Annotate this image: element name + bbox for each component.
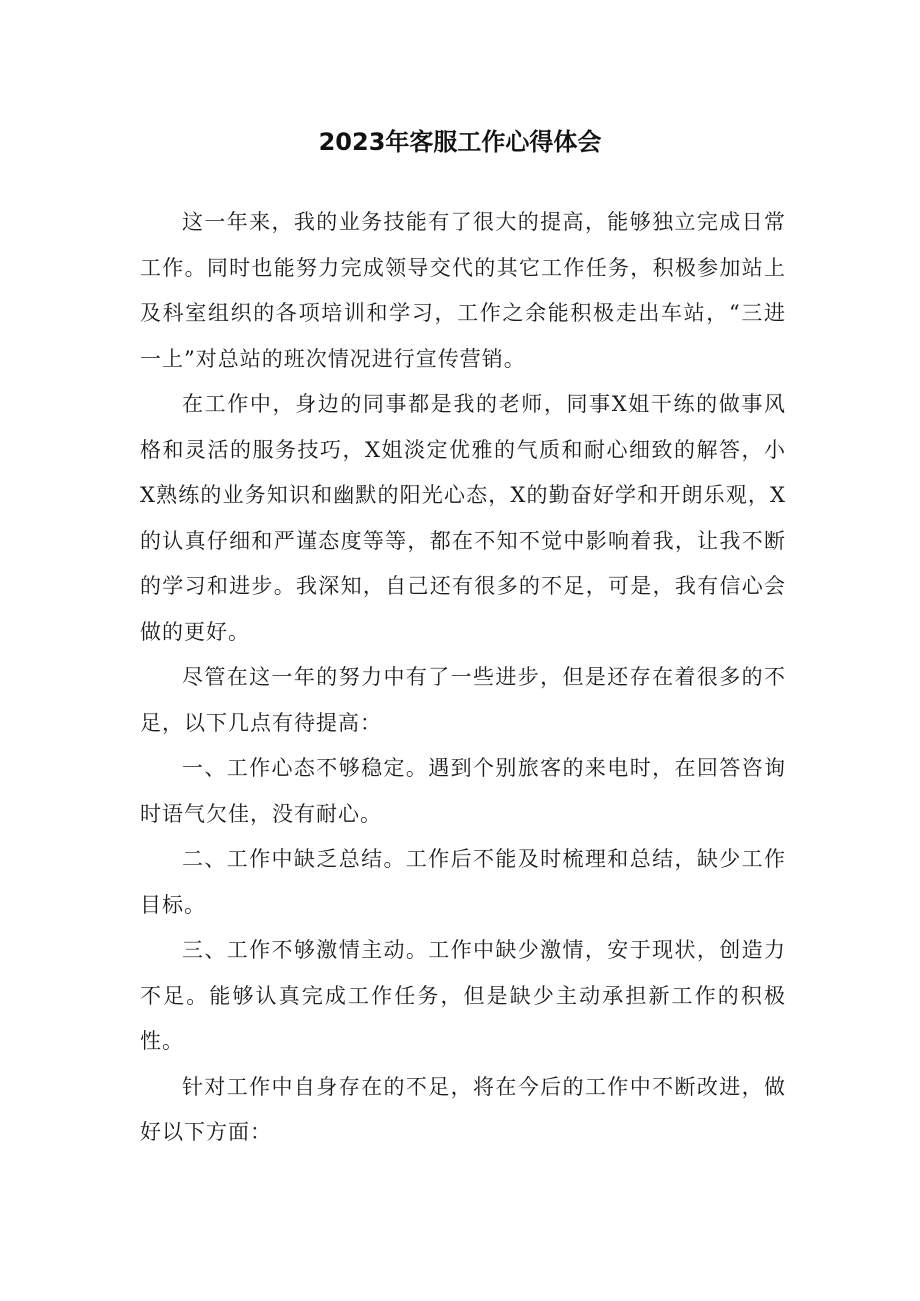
document-title: 2023年客服工作心得体会 xyxy=(318,128,602,156)
paragraph-colleagues: 在工作中，身边的同事都是我的老师，同事X姐干练的做事风格和灵活的服务技巧，X姐淡定优雅的气质和耐心细致的解答，小X熟练的业务知识和幽默的阳光心态，X的勤奋好学和开朗乐观，X的认真仔细和严谨态度等等，都在不知不觉中影响着我，让我不断的学习和进步。我深知，自己还有很多的不足，可是，我有信心会做的更好。 xyxy=(140,392,786,644)
document-body xyxy=(140,200,786,1156)
paragraph-shortcomings-intro: 尽管在这一年的努力中有了一些进步，但是还存在着很多的不足，以下几点有待提高： xyxy=(140,665,786,735)
paragraph-point-two: 二、工作中缺乏总结。工作后不能及时梳理和总结，缺少工作目标。 xyxy=(140,847,786,917)
paragraph-improvement: 针对工作中自身存在的不足，将在今后的工作中不断改进，做好以下方面： xyxy=(140,1074,786,1144)
paragraph-point-one: 一、工作心态不够稳定。遇到个别旅客的来电时，在回答咨询时语气欠佳，没有耐心。 xyxy=(140,756,786,826)
paragraph-point-three: 三、工作不够激情主动。工作中缺少激情，安于现状，创造力不足。能够认真完成工作任务，但是缺少主动承担新工作的积极性。 xyxy=(140,938,786,1053)
paragraph-intro: 这一年来，我的业务技能有了很大的提高，能够独立完成日常工作。同时也能努力完成领导交代的其它工作任务，积极参加站上及科室组织的各项培训和学习，工作之余能积极走出车站，“三进一上”对总站的班次情况进行宣传营销。 xyxy=(140,210,786,371)
